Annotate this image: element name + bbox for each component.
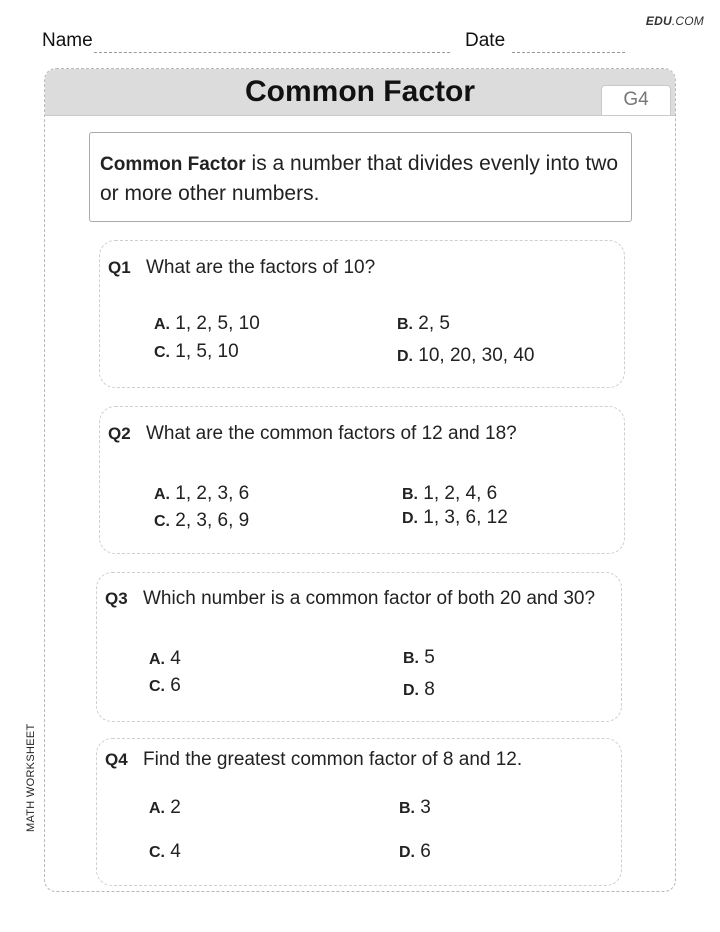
option-d[interactable] (403, 679, 435, 701)
option-letter: C. (149, 844, 165, 861)
option-text: 4 (165, 648, 181, 669)
option-letter: A. (149, 800, 165, 817)
question-number: Q4 (105, 750, 128, 769)
worksheet-title: Common Factor (244, 75, 475, 108)
option-c[interactable] (149, 675, 181, 697)
option-text: 5 (419, 647, 435, 668)
option-letter: A. (149, 651, 165, 668)
brand-logo-suffix: .COM (671, 14, 704, 28)
definition-box (89, 132, 632, 222)
option-d[interactable] (402, 507, 508, 529)
grade-tab: G4 (601, 85, 671, 115)
option-a[interactable] (154, 483, 249, 505)
question-card-3 (96, 572, 622, 722)
option-c[interactable] (154, 510, 249, 532)
question-number: Q2 (108, 424, 131, 443)
option-letter: D. (397, 348, 413, 365)
brand-logo-bold: EDU (645, 14, 672, 28)
option-b[interactable] (399, 797, 431, 819)
option-text: 1, 2, 3, 6 (170, 483, 250, 504)
option-letter: D. (403, 682, 419, 699)
option-letter: A. (154, 486, 170, 503)
option-text: 4 (165, 841, 181, 862)
option-text: 1, 2, 4, 6 (418, 483, 498, 504)
question-card-2 (99, 406, 625, 554)
option-d[interactable] (397, 345, 535, 367)
option-text: 8 (419, 679, 435, 700)
option-letter: B. (397, 316, 413, 333)
option-text: 3 (415, 797, 431, 818)
question-prompt: What are the common factors of 12 and 18? (146, 423, 517, 444)
definition-text: is a number that divides evenly into two or more other numbers. (100, 152, 619, 205)
option-letter: B. (402, 486, 418, 503)
option-b[interactable] (397, 313, 450, 335)
option-text: 1, 2, 5, 10 (170, 313, 260, 334)
option-a[interactable] (154, 313, 260, 335)
option-letter: B. (403, 650, 419, 667)
option-text: 10, 20, 30, 40 (413, 345, 535, 366)
option-text: 6 (165, 675, 181, 696)
option-a[interactable] (149, 648, 181, 670)
question-prompt: Find the greatest common factor of 8 and 12. (143, 749, 523, 770)
date-label: Date (465, 30, 506, 51)
option-letter: C. (149, 678, 165, 695)
question-card-4 (96, 738, 622, 886)
option-b[interactable] (403, 647, 435, 669)
definition-term: Common Factor (100, 154, 246, 175)
option-text: 1, 3, 6, 12 (418, 507, 508, 528)
name-field[interactable] (94, 52, 450, 53)
option-b[interactable] (402, 483, 497, 505)
option-letter: C. (154, 344, 170, 361)
option-text: 2, 3, 6, 9 (170, 510, 250, 531)
question-prompt: Which number is a common factor of both 20 and 30? (143, 588, 596, 609)
option-letter: D. (399, 844, 415, 861)
option-letter: C. (154, 513, 170, 530)
option-letter: D. (402, 510, 418, 527)
question-prompt: What are the factors of 10? (146, 257, 376, 278)
option-c[interactable] (154, 341, 239, 363)
title-bar (45, 69, 675, 116)
option-letter: A. (154, 316, 170, 333)
option-text: 1, 5, 10 (170, 341, 239, 362)
name-label: Name (42, 30, 93, 51)
option-text: 6 (415, 841, 431, 862)
question-card-1 (99, 240, 625, 388)
question-number: Q3 (105, 589, 128, 608)
question-text (105, 586, 613, 611)
question-text (105, 747, 613, 772)
sidebar-label: MATH WORKSHEET (25, 723, 37, 832)
question-number: Q1 (108, 258, 131, 277)
brand-logo (646, 14, 704, 28)
question-text (108, 421, 616, 446)
option-d[interactable] (399, 841, 431, 863)
date-field[interactable] (512, 52, 625, 53)
option-text: 2 (165, 797, 181, 818)
option-text: 2, 5 (413, 313, 450, 334)
option-a[interactable] (149, 797, 181, 819)
question-text (108, 255, 616, 280)
option-letter: B. (399, 800, 415, 817)
option-c[interactable] (149, 841, 181, 863)
